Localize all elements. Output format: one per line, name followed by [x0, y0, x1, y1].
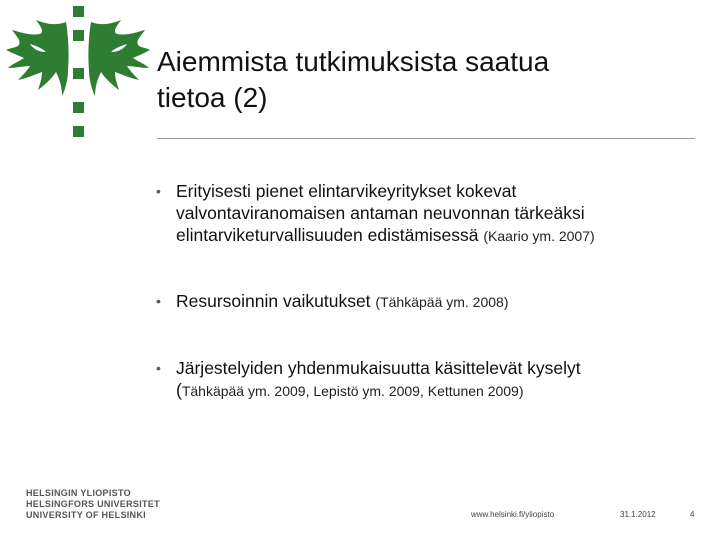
slide-title: [157, 44, 677, 116]
bullet-marker: •: [156, 183, 161, 199]
bullet-marker: •: [156, 360, 161, 376]
bullet-citation: (Tähkäpää ym. 2008): [375, 294, 509, 310]
bullet-line-text: elintarviketurvallisuuden edistämisessä: [176, 225, 479, 245]
bullet-line: Erityisesti pienet elintarvikeyritykset kokevat: [176, 181, 517, 201]
bullet-citation: (Kaario ym. 2007): [483, 228, 595, 244]
bullet-item: [156, 290, 716, 313]
bullet-item: [156, 357, 716, 402]
bullet-line: [176, 290, 716, 313]
university-name-sv: HELSINGFORS UNIVERSITET: [26, 499, 160, 509]
slide-title-line-2: tietoa (2): [157, 82, 268, 113]
slide-title-line-1: Aiemmista tutkimuksista saatua: [157, 46, 550, 77]
bullet-citation: Tähkäpää ym. 2009, Lepistö ym. 2009, Kettunen 2009): [181, 383, 524, 399]
bullet-marker: •: [156, 293, 161, 309]
bullet-item: [156, 180, 716, 247]
university-name-fi: HELSINGIN YLIOPISTO: [26, 488, 131, 498]
university-name-en: UNIVERSITY OF HELSINKI: [26, 510, 146, 520]
university-name: [26, 488, 160, 521]
helsinki-university-flame-logo-icon: [0, 0, 150, 150]
bullet-line: valvontaviranomaisen antaman neuvonnan tärkeäksi: [176, 203, 585, 223]
bullet-line: Järjestelyiden yhdenmukaisuutta käsittelevät kyselyt: [176, 358, 581, 378]
title-divider: [157, 138, 695, 139]
footer-url: www.helsinki.fi/yliopisto: [471, 510, 555, 519]
bullet-citation-prefix: (: [176, 380, 182, 400]
footer-date: 31.1.2012: [620, 510, 656, 519]
bullet-line-text: Resursoinnin vaikutukset: [176, 291, 371, 311]
bullet-line: [176, 379, 716, 402]
bullet-line: [176, 224, 716, 247]
footer-page-number: 4: [690, 510, 695, 519]
